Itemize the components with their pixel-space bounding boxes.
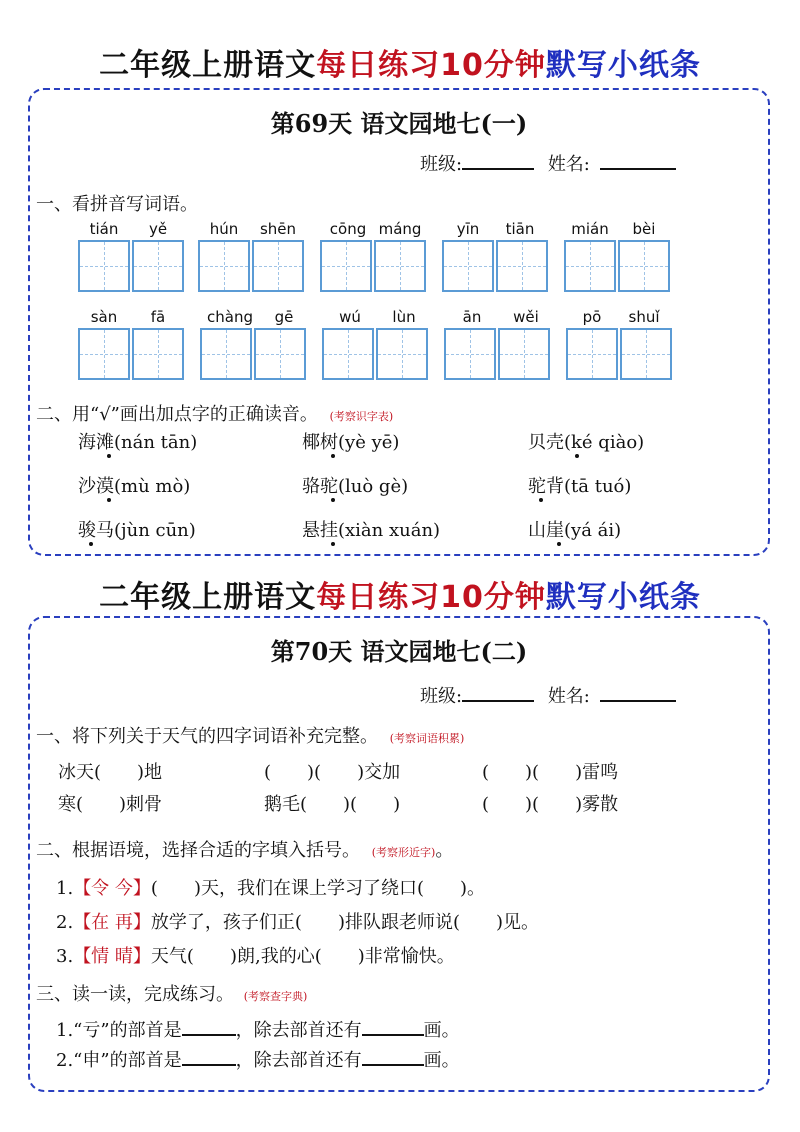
- class-blank[interactable]: [462, 152, 534, 170]
- reading-choice-item[interactable]: 椰树(yè yē): [302, 432, 400, 453]
- stroke-count-blank[interactable]: [362, 1048, 424, 1066]
- reading-choice-item[interactable]: 沙漠(mù mò): [78, 476, 191, 497]
- section-weather-note: (考察词语积累): [389, 732, 465, 745]
- writing-grid[interactable]: [254, 328, 306, 380]
- emphasis-dot: [539, 498, 543, 502]
- question-text: 天气( )朗,我的心( )非常愉快。: [150, 946, 455, 967]
- class-name-row: [420, 682, 676, 708]
- radical-blank[interactable]: [182, 1048, 236, 1066]
- writing-grid[interactable]: [320, 240, 372, 292]
- header-part1: 二年级上册语文: [99, 48, 317, 83]
- idiom-fill[interactable]: ( )( )雾散: [482, 794, 619, 815]
- class-blank[interactable]: [462, 684, 534, 702]
- writing-grid[interactable]: [252, 240, 304, 292]
- pinyin: máng: [378, 220, 422, 238]
- worksheet-card-day70: [28, 616, 770, 1092]
- header-banner-1: [0, 40, 800, 84]
- writing-grid[interactable]: [442, 240, 494, 292]
- writing-grid[interactable]: [618, 240, 670, 292]
- header-part1: 二年级上册语文: [99, 580, 317, 615]
- header-part3: 默写小纸条: [545, 580, 701, 615]
- question-number: 3.: [56, 946, 74, 967]
- pinyin: tiān: [505, 220, 535, 238]
- pinyin: chàng: [207, 308, 253, 326]
- pinyin: bèi: [632, 220, 656, 238]
- pinyin: pō: [582, 308, 602, 326]
- section-reading-title: [36, 980, 307, 1006]
- pinyin: ān: [462, 308, 482, 326]
- pinyin: yīn: [456, 220, 480, 238]
- header-part3: 默写小纸条: [545, 48, 701, 83]
- writing-grid[interactable]: [200, 328, 252, 380]
- pinyin: shēn: [259, 220, 297, 238]
- section-weather-text: 一、将下列关于天气的四字词语补充完整。: [36, 726, 378, 747]
- section-pinyin-title: 一、看拼音写词语。: [36, 194, 198, 215]
- worksheet-card-day69: [28, 88, 770, 556]
- writing-grid[interactable]: [620, 328, 672, 380]
- class-label: 班级:: [420, 154, 463, 175]
- pinyin: wěi: [513, 308, 539, 326]
- header-part2: 每日练习10分钟: [316, 48, 546, 83]
- section-context-title: [36, 836, 453, 862]
- pinyin: hún: [209, 220, 239, 238]
- section-pronunciation-title: [36, 400, 393, 426]
- header-part2: 每日练习10分钟: [316, 580, 546, 615]
- reading-choice-item[interactable]: 骆驼(luò gè): [302, 476, 409, 497]
- reading-choice-item[interactable]: 驼背(tā tuó): [528, 476, 632, 497]
- writing-grid[interactable]: [444, 328, 496, 380]
- writing-grid[interactable]: [564, 240, 616, 292]
- pinyin: shuǐ: [628, 308, 660, 326]
- emphasis-dot: [331, 454, 335, 458]
- writing-grid[interactable]: [566, 328, 618, 380]
- writing-grid[interactable]: [376, 328, 428, 380]
- writing-grid[interactable]: [132, 240, 184, 292]
- emphasis-dot: [575, 454, 579, 458]
- emphasis-dot: [107, 498, 111, 502]
- day-title: 第70天 语文园地七(二): [270, 637, 528, 666]
- name-label: 姓名:: [547, 686, 590, 707]
- class-label: 班级:: [420, 686, 463, 707]
- radical-blank[interactable]: [182, 1018, 236, 1036]
- context-question[interactable]: [56, 874, 485, 900]
- pinyin: gē: [274, 308, 294, 326]
- section-pronunciation-text: 二、用“√”画出加点字的正确读音。: [36, 404, 318, 425]
- context-question[interactable]: [56, 942, 455, 968]
- writing-grid[interactable]: [198, 240, 250, 292]
- class-name-row: [420, 150, 676, 176]
- pinyin: cōng: [329, 220, 367, 238]
- question-number: 1.: [56, 878, 74, 899]
- pinyin: mián: [571, 220, 609, 238]
- name-blank[interactable]: [600, 684, 676, 702]
- section-pronunciation-note: (考察识字表): [329, 410, 394, 423]
- pinyin: wú: [339, 308, 361, 326]
- context-question[interactable]: [56, 908, 539, 934]
- reading-choice-item[interactable]: 贝壳(ké qiào): [528, 432, 645, 453]
- idiom-fill[interactable]: 冰天( )地: [58, 762, 163, 783]
- pinyin: fā: [150, 308, 166, 326]
- idiom-fill[interactable]: ( )( )雷鸣: [482, 762, 619, 783]
- idiom-fill[interactable]: ( )( )交加: [264, 762, 401, 783]
- emphasis-dot: [107, 454, 111, 458]
- pinyin: lùn: [392, 308, 416, 326]
- writing-grid[interactable]: [132, 328, 184, 380]
- pinyin: tián: [89, 220, 119, 238]
- writing-grid[interactable]: [374, 240, 426, 292]
- pinyin: yě: [148, 220, 168, 238]
- name-blank[interactable]: [600, 152, 676, 170]
- question-options: 【情 晴】: [73, 946, 151, 967]
- idiom-fill[interactable]: 寒( )刺骨: [58, 794, 163, 815]
- emphasis-dot: [331, 498, 335, 502]
- name-label: 姓名:: [547, 154, 590, 175]
- radical-question-part: ，除去部首还有: [235, 1020, 362, 1041]
- section-reading-note: (考察查字典): [243, 990, 308, 1003]
- writing-grid[interactable]: [322, 328, 374, 380]
- section-weather-title: [36, 722, 464, 748]
- radical-question: [56, 1016, 460, 1042]
- emphasis-dot: [557, 542, 561, 546]
- question-text: 放学了，孩子们正( )排队跟老师说( )见。: [150, 912, 540, 933]
- radical-question-part: 画。: [423, 1020, 460, 1041]
- emphasis-dot: [89, 542, 93, 546]
- idiom-fill[interactable]: 鹅毛( )( ): [264, 794, 401, 815]
- radical-question-part: 1.“亏”的部首是: [56, 1020, 182, 1041]
- question-options: 【令 今】: [73, 878, 151, 899]
- radical-question-part: 画。: [423, 1050, 460, 1071]
- pinyin: sàn: [90, 308, 118, 326]
- writing-grid[interactable]: [78, 328, 130, 380]
- section-reading-text: 三、读一读，完成练习。: [36, 984, 234, 1005]
- section-context-note: (考察形近字): [371, 846, 436, 859]
- stroke-count-blank[interactable]: [362, 1018, 424, 1036]
- radical-question-part: 2.“申”的部首是: [56, 1050, 182, 1071]
- writing-grid[interactable]: [78, 240, 130, 292]
- section-context-end: 。: [435, 840, 454, 861]
- reading-choice-item[interactable]: 山崖(yá ái): [528, 520, 622, 541]
- writing-grid[interactable]: [498, 328, 550, 380]
- question-options: 【在 再】: [73, 912, 151, 933]
- radical-question-part: ，除去部首还有: [235, 1050, 362, 1071]
- radical-question: [56, 1046, 460, 1072]
- writing-grid[interactable]: [496, 240, 548, 292]
- section-context-text: 二、根据语境，选择合适的字填入括号。: [36, 840, 360, 861]
- header-banner-2: [0, 572, 800, 616]
- reading-choice-item[interactable]: 骏马(jùn cūn): [78, 520, 196, 541]
- emphasis-dot: [331, 542, 335, 546]
- question-text: ( )天，我们在课上学习了绕口( )。: [150, 878, 486, 899]
- day-title: 第69天 语文园地七(一): [270, 109, 528, 138]
- reading-choice-item[interactable]: 悬挂(xiàn xuán): [302, 520, 441, 541]
- reading-choice-item[interactable]: 海滩(nán tān): [78, 432, 198, 453]
- question-number: 2.: [56, 912, 74, 933]
